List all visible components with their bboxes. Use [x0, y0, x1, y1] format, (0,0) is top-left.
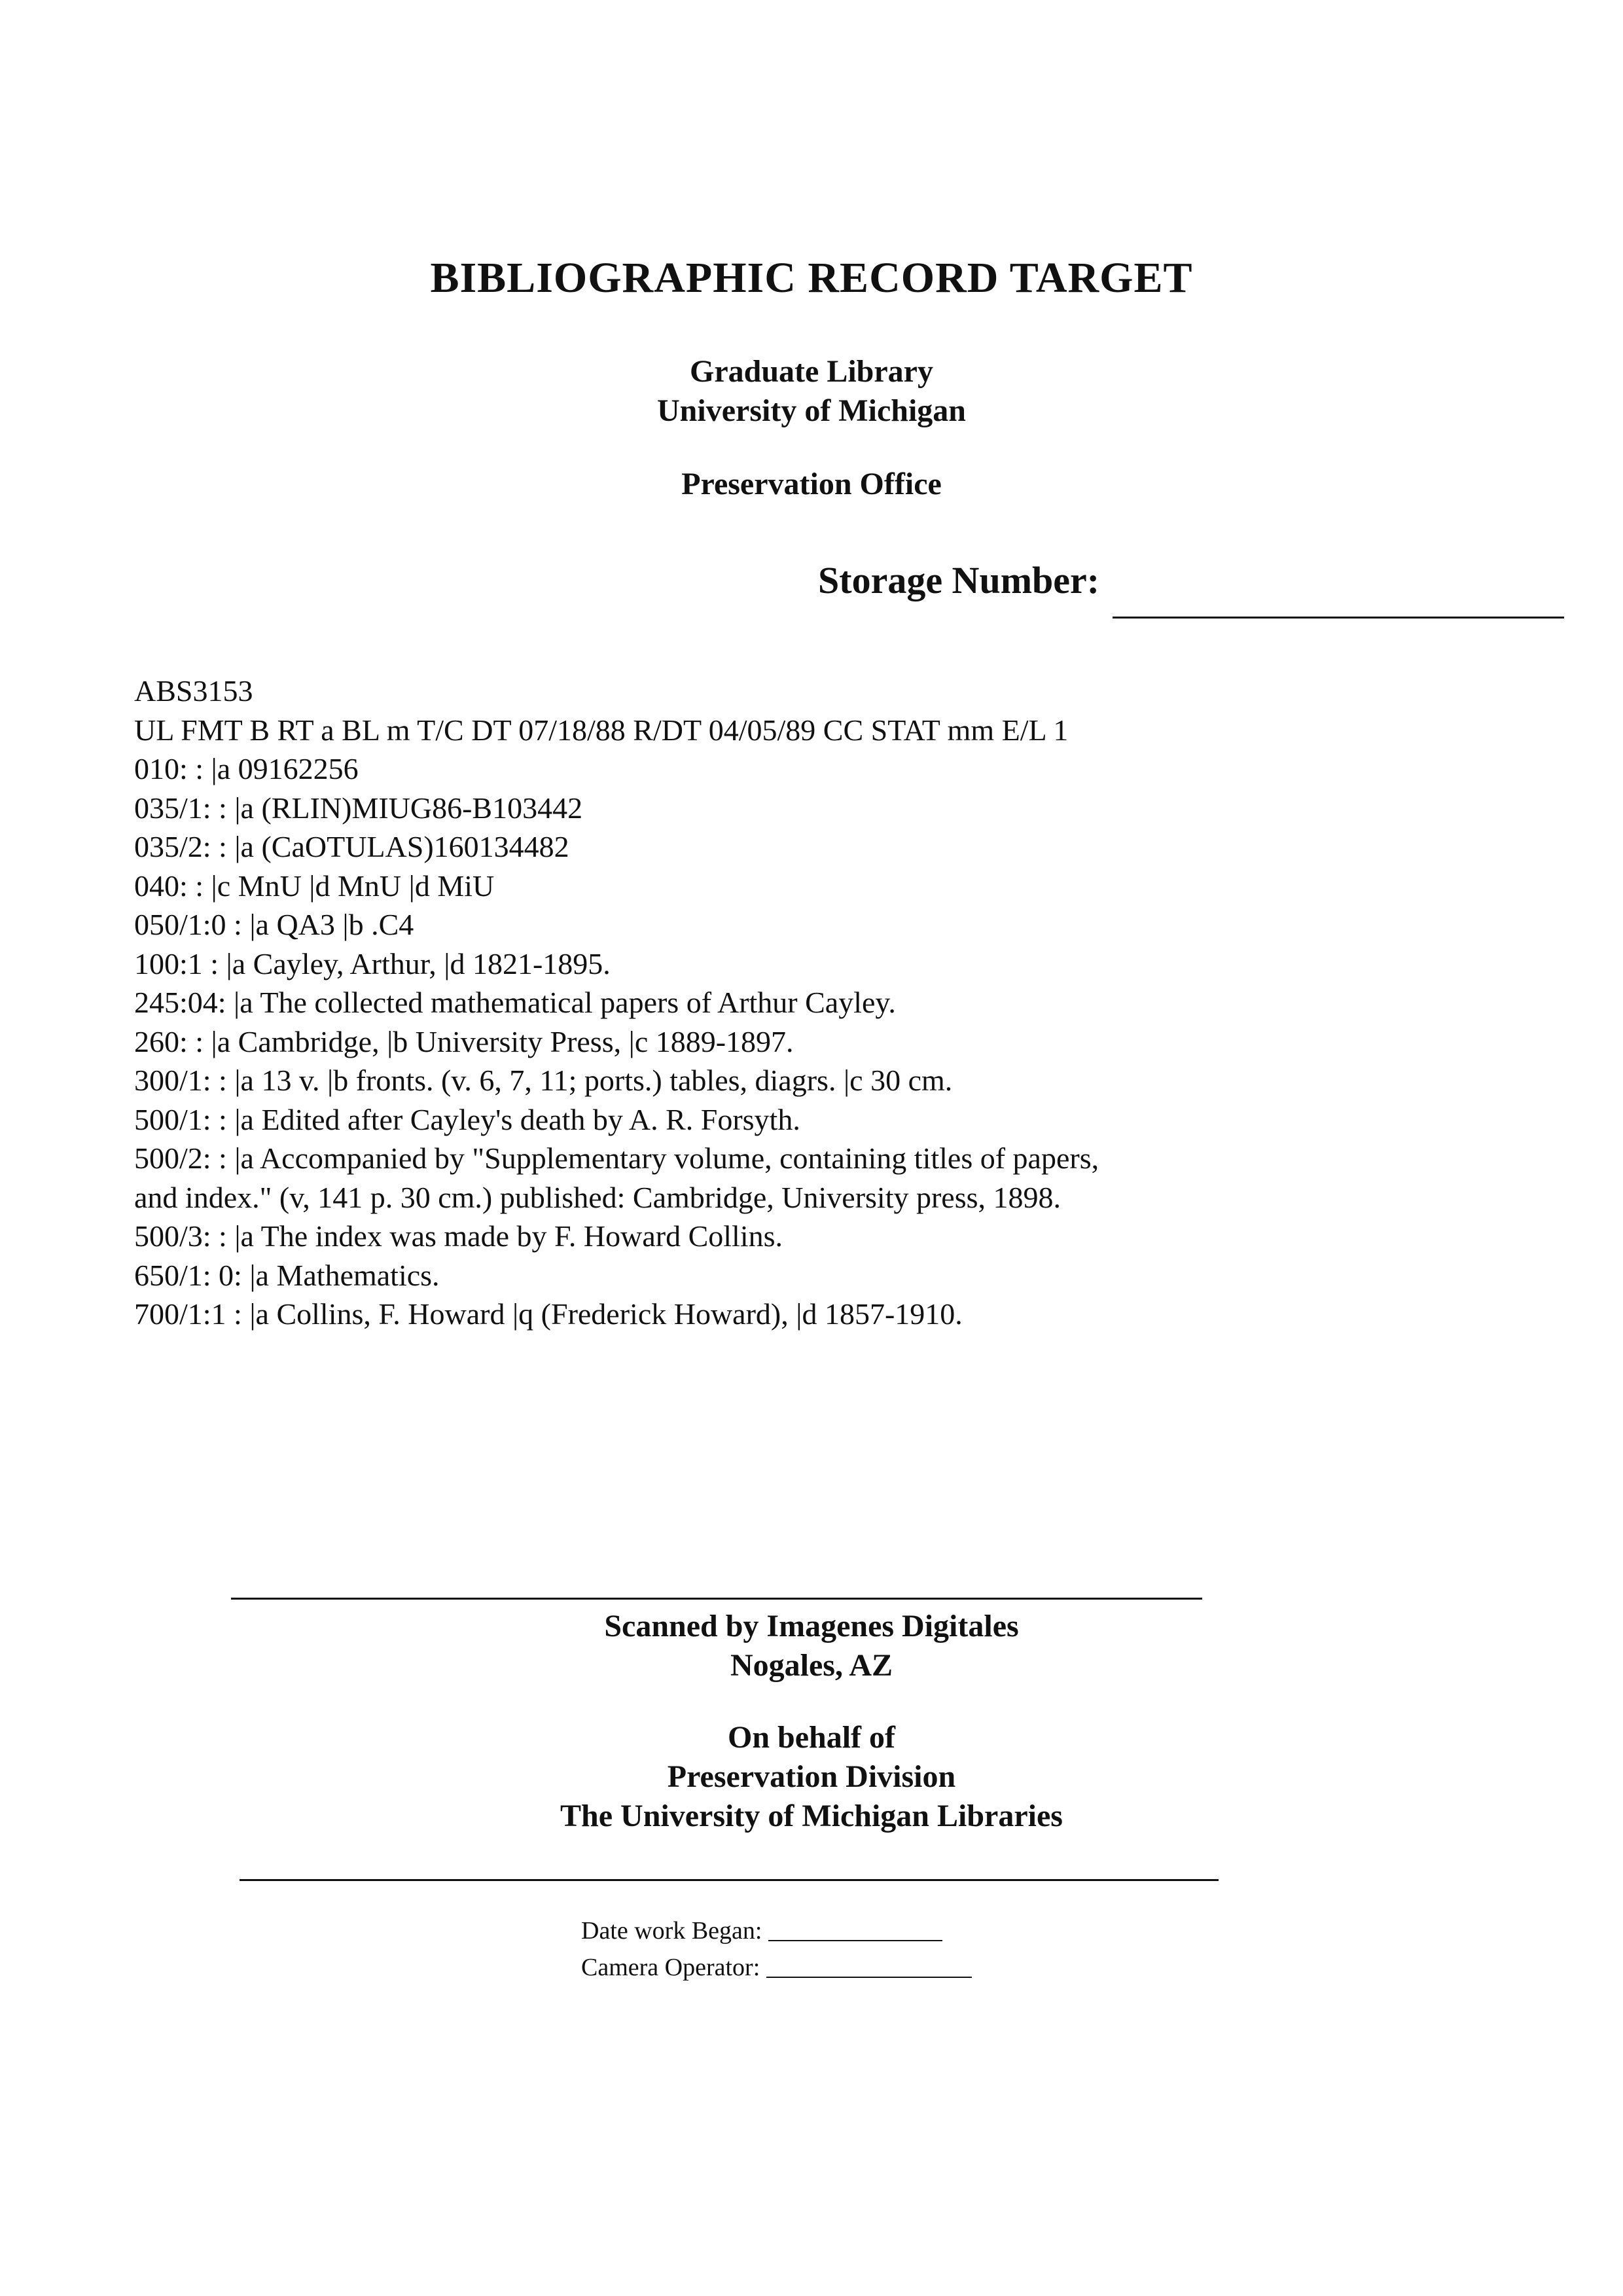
institution-block [0, 352, 1623, 431]
camera-operator-row [581, 1949, 972, 1986]
record-line: 010: : |a 09162256 [134, 752, 359, 785]
record-line: 500/1: : |a Edited after Cayley's death by A. R. Forsyth. [134, 1102, 800, 1136]
record-line: 245:04: |a The collected mathematical papers of Arthur Cayley. [134, 986, 896, 1019]
divider-top [231, 1598, 1202, 1600]
record-line: 300/1: : |a 13 v. |b fronts. (v. 6, 7, 11; ports.) tables, diagrs. |c 30 cm. [134, 1064, 953, 1097]
bibliographic-record [134, 672, 1574, 1334]
date-began-blank [768, 1920, 942, 1941]
record-line: 500/3: : |a The index was made by F. Howard Collins. [134, 1219, 783, 1253]
record-line: 040: : |c MnU |d MnU |d MiU [134, 869, 495, 903]
office-name: Preservation Office [681, 467, 942, 501]
record-line: 050/1:0 : |a QA3 |b .C4 [134, 908, 414, 941]
record-line: 500/2: : |a Accompanied by "Supplementary volume, containing titles of papers, [134, 1141, 1099, 1175]
record-line: 260: : |a Cambridge, |b University Press, |c 1889-1897. [134, 1024, 794, 1058]
camera-operator-label: Camera Operator: [581, 1954, 760, 1981]
signoff-block [581, 1912, 972, 1986]
record-line: 700/1:1 : |a Collins, F. Howard |q (Frederick Howard), |d 1857-1910. [134, 1297, 963, 1331]
scan-credit-block [0, 1607, 1623, 1836]
record-line: UL FMT B RT a BL m T/C DT 07/18/88 R/DT 04/05/89 CC STAT mm E/L 1 [134, 713, 1069, 747]
record-line: 100:1 : |a Cayley, Arthur, |d 1821-1895. [134, 946, 611, 980]
record-line: 035/2: : |a (CaOTULAS)160134482 [134, 830, 569, 863]
scan-location: Nogales, AZ [730, 1648, 893, 1683]
camera-operator-blank [766, 1957, 972, 1978]
divider-bottom [240, 1879, 1219, 1881]
storage-number-label: Storage Number: [818, 559, 1100, 601]
page-title: BIBLIOGRAPHIC RECORD TARGET [430, 254, 1193, 302]
date-began-row [581, 1912, 972, 1949]
record-line: 035/1: : |a (RLIN)MIUG86-B103442 [134, 791, 583, 825]
preservation-division: Preservation Division [667, 1759, 956, 1794]
on-behalf-of: On behalf of [727, 1720, 896, 1755]
scanned-by: Scanned by Imagenes Digitales [604, 1609, 1019, 1643]
record-line: 650/1: 0: |a Mathematics. [134, 1258, 440, 1292]
record-line: ABS3153 [134, 674, 253, 708]
library-name: Graduate Library [690, 354, 933, 389]
university-libraries: The University of Michigan Libraries [560, 1799, 1063, 1833]
storage-number-blank [1113, 617, 1564, 619]
university-name: University of Michigan [657, 393, 966, 428]
record-line: and index." (v, 141 p. 30 cm.) published: Cambridge, University press, 1898. [134, 1180, 1061, 1214]
date-began-label: Date work Began: [581, 1917, 762, 1945]
